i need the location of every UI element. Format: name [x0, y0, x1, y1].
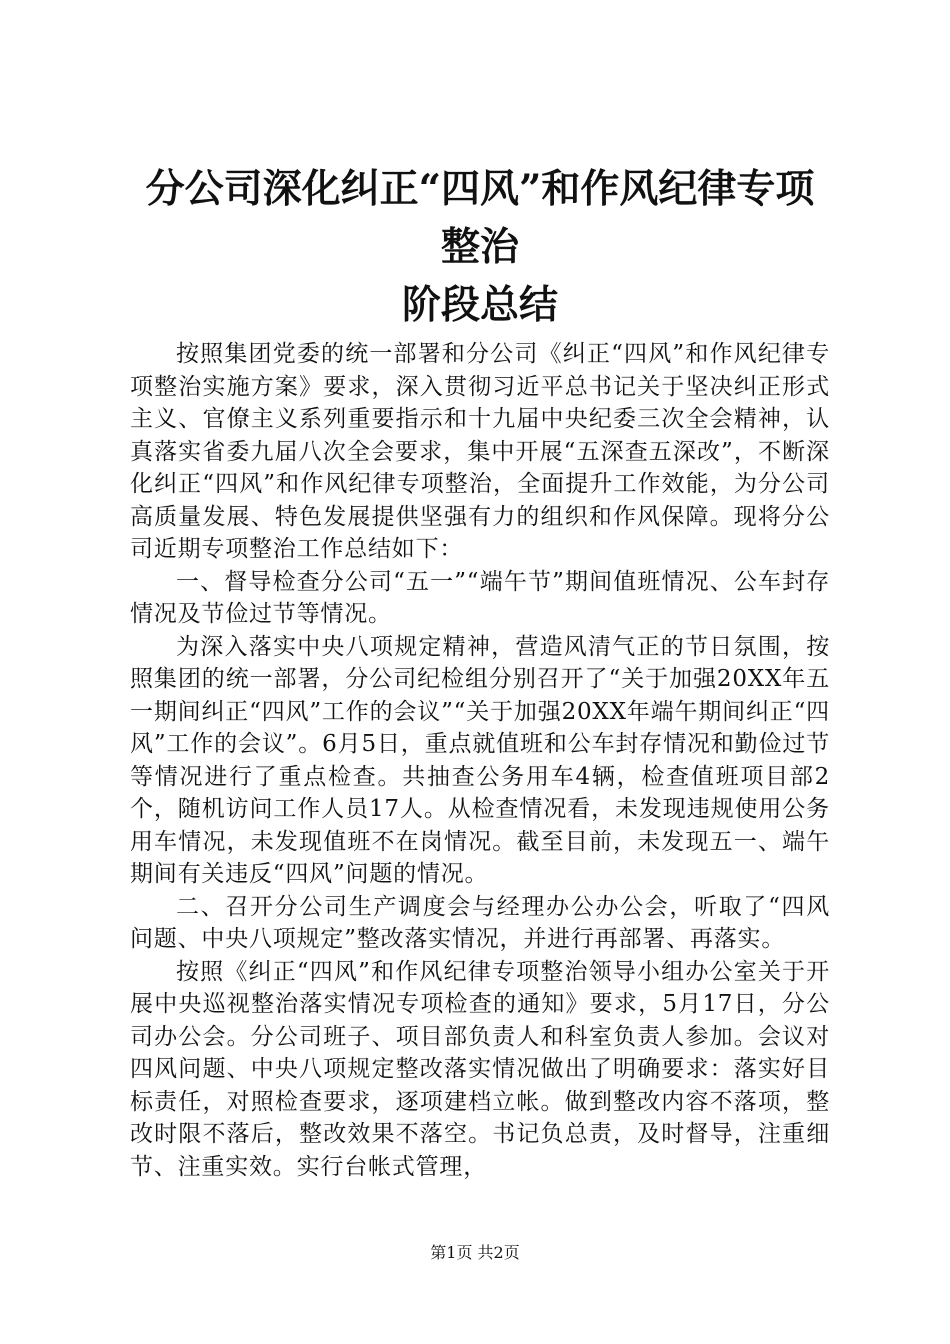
page-footer: 第1页 共2页 — [430, 1243, 520, 1262]
document-body — [130, 338, 830, 1183]
section-heading-2: 二、召开分公司生产调度会与经理办公办公会，听取了“四风问题、中央八项规定”整改落实情况，并进行再部署、再落实。 — [130, 893, 830, 952]
paragraph-intro: 按照集团党委的统一部署和分公司《纠正“四风”和作风纪律专项整治实施方案》要求，深入贯彻习近平总书记关于坚决纠正形式主义、官僚主义系列重要指示和十九届中央纪委三次全会精神，认真落实省委九届八次全会要求，集中开展“五深查五深改”，不断深化纠正“四风”和作风纪律专项整治，全面提升工作效能，为分公司高质量发展、特色发展提供坚强有力的组织和作风保障。现将分公司近期专项整治工作总结如下： — [130, 341, 830, 562]
section-heading-1: 一、督导检查分公司“五一”“端午节”期间值班情况、公车封存情况及节俭过节等情况。 — [130, 568, 830, 627]
title-line-1: 分公司深化纠正“四风”和作风纪律专项整治 — [145, 166, 815, 270]
paragraph-section-1: 为深入落实中央八项规定精神，营造风清气正的节日氛围，按照集团的统一部署，分公司纪检组分别召开了“关于加强20XX年五一期间纠正“四风”工作的会议”“关于加强20XX年端午期间纠正“四风”工作的会议”。6月5日，重点就值班和公车封存情况和勤俭过节等情况进行了重点检查。共抽查公务用车4辆，检查值班项目部2个，随机访问工作人员17人。从检查情况看，未发现违规使用公务用车情况，未发现值班不在岗情况。截至目前，未发现五一、端午期间有关违反“四风”问题的情况。 — [130, 633, 830, 887]
document-title — [130, 160, 830, 334]
title-line-2: 阶段总结 — [401, 282, 558, 328]
paragraph-section-2: 按照《纠正“四风”和作风纪律专项整治领导小组办公室关于开展中央巡视整治落实情况专项检查的通知》要求，5月17日，分公司办公会。分公司班子、项目部负责人和科室负责人参加。会议对四风问题、中央八项规定整改落实情况做出了明确要求：落实好目标责任，对照检查要求，逐项建档立帐。做到整改内容不落项，整改时限不落后，整改效果不落空。书记负总责，及时督导，注重细节、注重实效。实行台帐式管理， — [130, 958, 830, 1180]
document-page — [130, 160, 830, 1183]
